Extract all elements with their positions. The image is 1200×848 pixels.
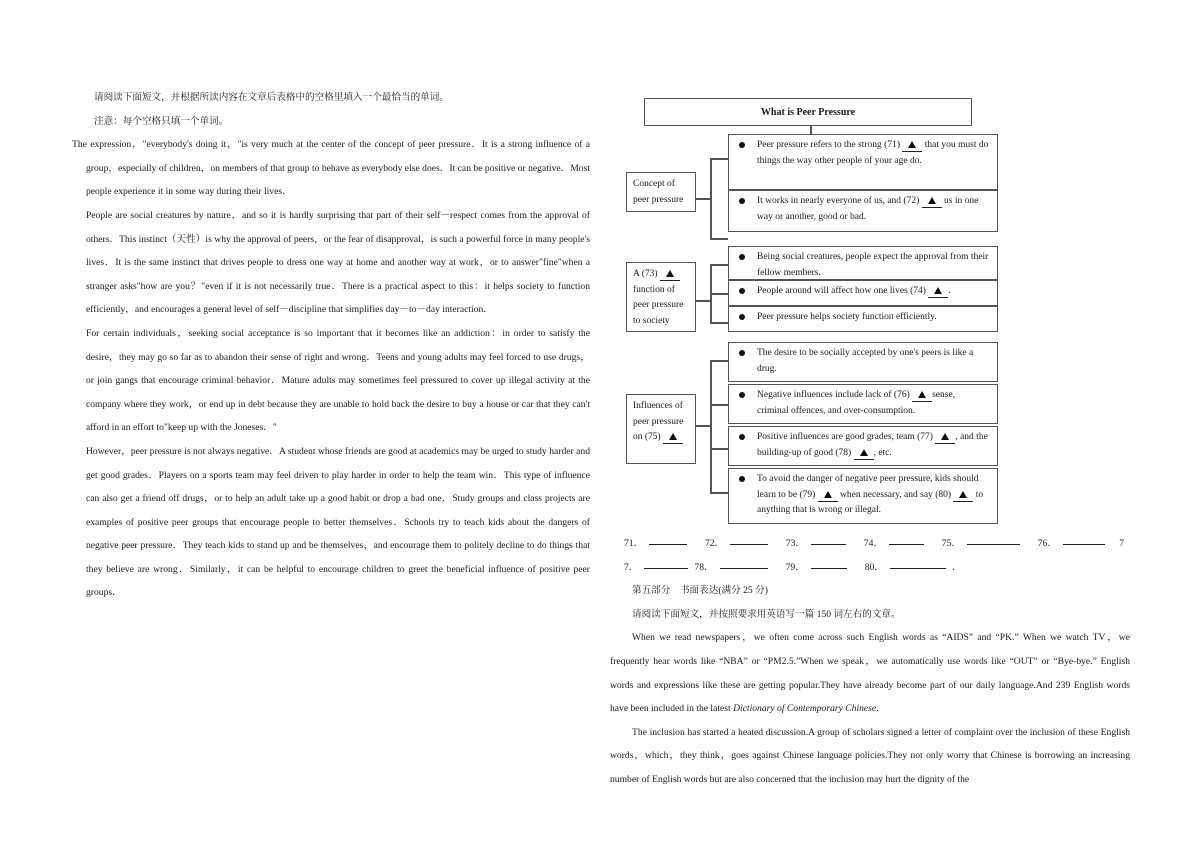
dictionary-title: Dictionary of Contemporary Chinese [733, 703, 877, 715]
item-efficiency: Peer pressure helps society function efficiently. [728, 306, 998, 332]
answer-row-2: 7． 78． 79． 80． ． [610, 556, 1130, 580]
triangle-icon [928, 197, 936, 204]
item-76: Negative influences include lack of (76) sense, criminal offences, and over-consumption. [728, 384, 998, 424]
answer-blank[interactable] [811, 556, 847, 569]
category-influences: Influences of peer pressure on (75) [626, 394, 696, 464]
triangle-icon [860, 449, 868, 456]
paragraph-2: People are social creatures by nature，and so it is hardly surprising that part of their self－respect comes from the approval of others．This instinct（天性）is why the approval of peers，or the fear of disapproval，is such a powerful force in many people's lives．It is the same instinct that drives people to dress one way at home and another way at work，or to answer"fine"when a stranger asks"how are you？"even if it is not necessarily true．There is a practical aspect to this：it helps society to function efficiently，and encourages a general level of self－discipline that simplifies day－to－day interaction． [86, 209, 590, 316]
blank-79 [818, 489, 838, 502]
answer-blank[interactable] [644, 556, 688, 569]
answer-row-1: 71． 72． 73． 74． 75． 76． 7 [610, 532, 1130, 556]
blank-72 [922, 195, 942, 208]
item-72: It works in nearly everyone of us, and (72) us in one way or another, good or bad. [728, 190, 998, 232]
note: 注意：每个空格只填一个单词。 [94, 115, 229, 127]
bullet-icon [739, 198, 745, 204]
item-79-80: To avoid the danger of negative peer pressure, kids should learn to be (79) when necessary, and say (80) to anything that is wrong or illegal. [728, 468, 998, 524]
bullet-icon [739, 350, 745, 356]
bullet-icon [739, 254, 745, 260]
bullet-icon [739, 288, 745, 294]
triangle-icon [918, 391, 926, 398]
blank-80 [953, 489, 973, 502]
triangle-icon [666, 270, 674, 277]
diagram-title: What is Peer Pressure [644, 98, 972, 126]
answer-blank[interactable] [967, 532, 1020, 545]
bullet-icon [739, 476, 745, 482]
answer-blank[interactable] [649, 532, 687, 545]
blank-78 [854, 447, 874, 460]
answer-blank[interactable] [890, 556, 946, 569]
essay-paragraph-1: When we read newspapers，we often come across such English words as “AIDS” and “PK.” When we watch TV，we frequently hear words like “NBA” or “PM2.5.”When we speak，we automatically use words like “OUT” or “Bye-bye.” English words and expressions like these are getting popular.They have already become part of our daily language.And 239 English words have been included in the latest Dictionary of Contemporary Chinese. [610, 632, 1130, 715]
answer-blank[interactable] [720, 556, 768, 569]
item-drug: The desire to be socially accepted by one's peers is like a drug. [728, 342, 998, 382]
answer-blank[interactable] [889, 532, 924, 545]
essay-paragraph-2: The inclusion has started a heated discussion.A group of scholars signed a letter of complaint over the inclusion of these English words，which，they think，goes against Chinese language policies.They not only worry that Chinese is borrowing an increasing number of English words but are also concerned that the inclusion may hurt the dignity of the [610, 726, 1130, 785]
section-5-title: 第五部分 书面表达(满分 25 分) [632, 585, 768, 597]
triangle-icon [934, 287, 942, 294]
triangle-icon [908, 141, 916, 148]
blank-76 [912, 389, 932, 402]
blank-75 [663, 431, 683, 444]
triangle-icon [669, 433, 677, 440]
paragraph-1: The expression，"everybody's doing it，"is very much at the center of the concept of peer pressure．It is a strong influence of a group，especially of children，on members of that group to behave as everybody else does．It can be positive or negative．Most people experience it in some way during their lives． [72, 139, 590, 198]
category-concept: Concept of peer pressure [626, 172, 696, 212]
item-social-creatures: Being social creatures, people expect the approval from their fellow members. [728, 246, 998, 280]
answer-blank[interactable] [730, 532, 768, 545]
section-5-instruction: 请阅读下面短文，并按照要求用英语写一篇 150 词左右的文章。 [632, 608, 901, 620]
category-function: A (73) function of peer pressure to society [626, 262, 696, 332]
answer-blank[interactable] [811, 532, 846, 545]
item-77-78: Positive influences are good grades, team (77) , and the building-up of good (78) , etc. [728, 426, 998, 466]
answers-and-writing [610, 532, 1130, 792]
bullet-icon [739, 392, 745, 398]
triangle-icon [941, 433, 949, 440]
peer-pressure-diagram [624, 98, 1000, 526]
instruction: 请阅读下面短文，并根据所读内容在文章后表格中的空格里填入一个最恰当的单词。 [94, 92, 449, 103]
blank-73 [660, 268, 680, 281]
reading-passage [72, 86, 590, 605]
bullet-icon [739, 142, 745, 148]
bullet-icon [739, 434, 745, 440]
bullet-icon [739, 314, 745, 320]
blank-77 [935, 431, 955, 444]
item-71: Peer pressure refers to the strong (71) that you must do things the way other people of your age do. [728, 134, 998, 190]
paragraph-3: For certain individuals，seeking social acceptance is so important that it becomes like an addiction：in order to satisfy the desire，they may go so far as to abandon their sense of right and wrong．Teens and young adults may feel forced to use drugs，or join gangs that encourage criminal behavior．Mature adults may sometimes feel pressured to cover up illegal activity at the company where they work，or end up in debt because they are unable to hold back the desire to buy a house or car that they can't afford in an effort to"keep up with the Joneses．" [86, 327, 590, 434]
item-74: People around will affect how one lives (74) . [728, 280, 998, 306]
answer-blank[interactable] [1063, 532, 1105, 545]
blank-74 [928, 285, 948, 298]
paragraph-4: However，peer pressure is not always negative．A student whose friends are good at academics may be urged to study harder and get good grades．Players on a sports team may feel driven to play harder in order to help the team win．This type of influence can also get a friend off drugs，or to help an adult take up a good habit or drop a bad one．Study groups and class projects are examples of positive peer groups that encourage people to better themselves．Schools try to teach kids about the dangers of negative peer pressure．They teach kids to stand up and be themselves，and encourage them to politely decline to do things that they believe are wrong．Similarly，it can be helpful to encourage children to greet the beneficial influence of positive peer groups． [86, 445, 590, 599]
blank-71 [902, 139, 922, 152]
triangle-icon [959, 491, 967, 498]
triangle-icon [824, 491, 832, 498]
